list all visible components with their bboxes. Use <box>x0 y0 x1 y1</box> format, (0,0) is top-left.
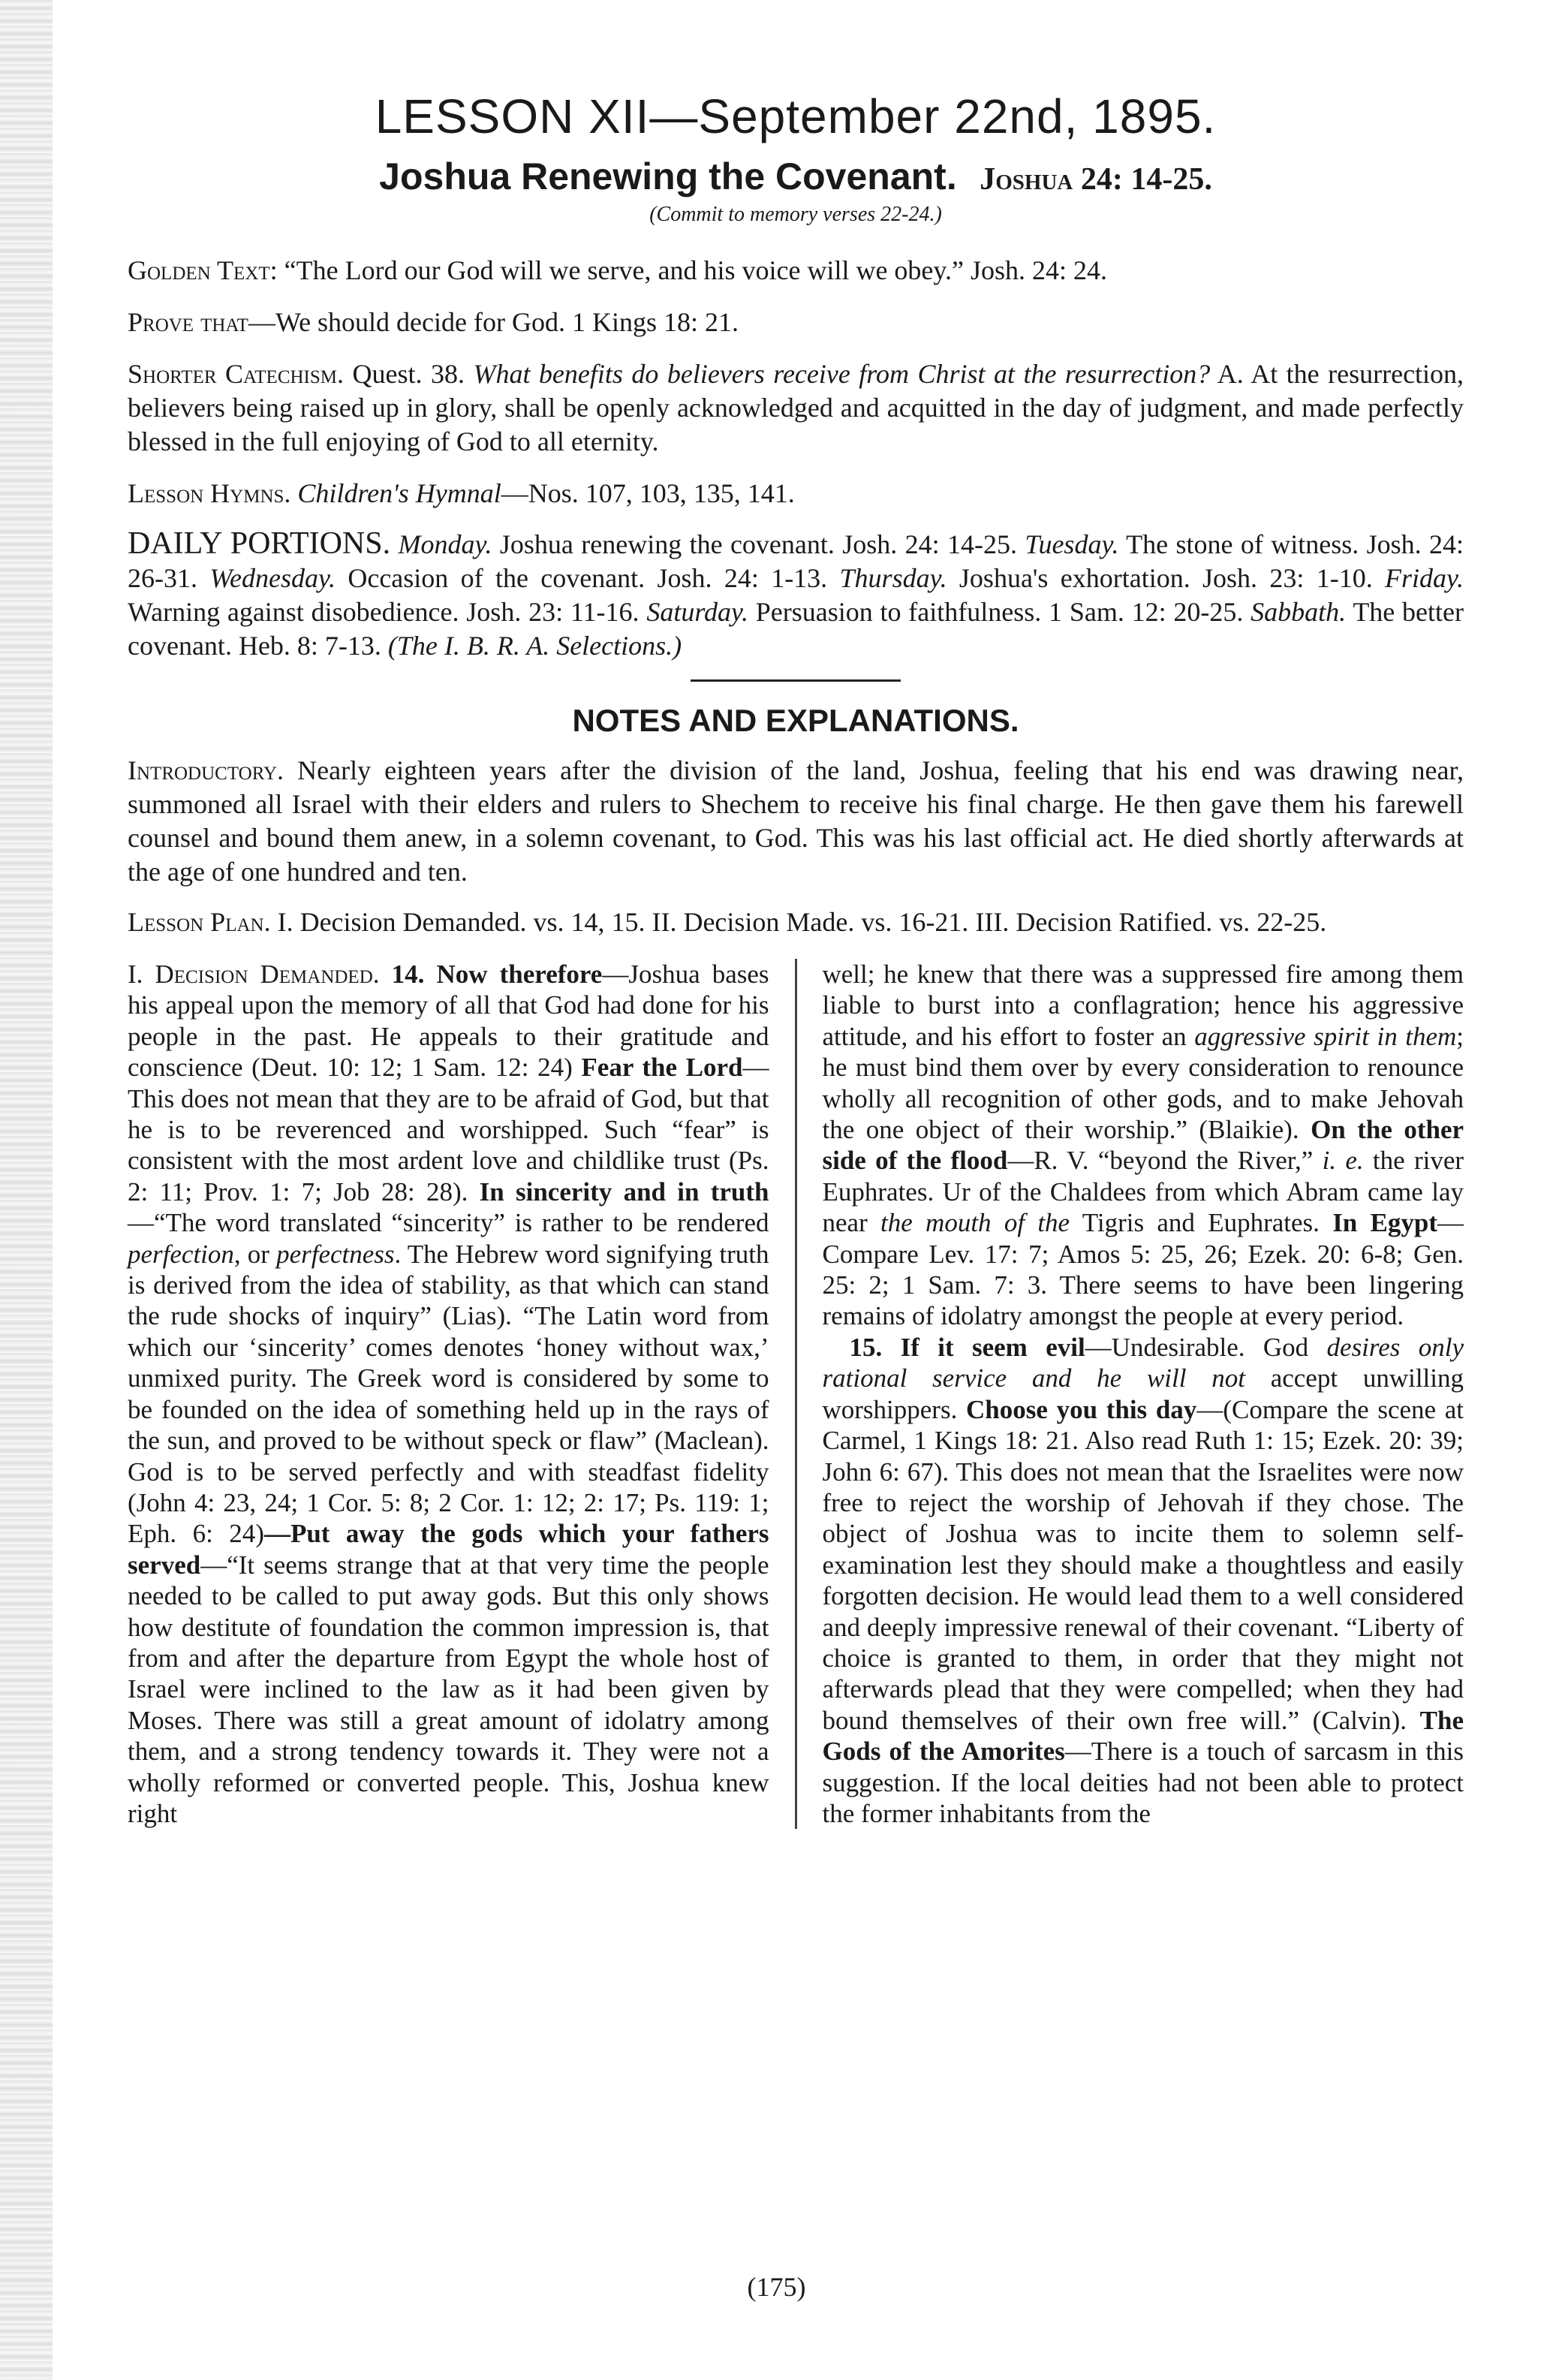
lesson-subtitle-text: Joshua Renewing the Covenant. <box>379 155 957 197</box>
left-para-1: —Joshua bases his appeal upon the memory of all that God had done for his people in the past. He appeals to their gratitude and conscience (Deut. 10: 12; 1 Sam. 12: 24) <box>128 960 769 1083</box>
in-egypt-heading: In Egypt <box>1332 1208 1438 1238</box>
right-column <box>823 959 1464 1829</box>
daily-sabbath-text: The better covenant. Heb. 8: 7-13. <box>128 597 1464 661</box>
catechism-answer: A. At the resurrection, believers being raised up in glory, shall be openly acknowledged and acquitted in the day of judgment, and made perfectly blessed in the full enjoying of God to all eternity. <box>128 359 1464 456</box>
right-para-1-italic: aggressive spirit in them <box>1194 1021 1457 1051</box>
lesson-title: LESSON XII—September 22nd, 1895. <box>375 89 1217 143</box>
lesson-subtitle <box>128 155 1464 198</box>
column-rule <box>795 959 797 1829</box>
daily-wednesday-text: Occasion of the covenant. Josh. 24: 1-13. <box>348 563 828 593</box>
scripture-reference: Joshua 24: 14-25. <box>980 162 1212 197</box>
catechism-label: Shorter Catechism. <box>128 359 345 389</box>
choose-heading: Choose you this day <box>966 1394 1197 1424</box>
left-column <box>128 959 769 1829</box>
daily-friday: Friday. <box>1385 563 1464 593</box>
daily-tuesday: Tuesday. <box>1025 529 1119 559</box>
verse-14-heading: 14. Now therefore <box>391 960 603 989</box>
perfection-word: perfection <box>128 1239 234 1269</box>
left-para-3c: . The Hebrew word signifying truth is derived from the idea of stability, as that which can stand the rude shocks of inquiry” (Lias). “The Latin word from which our ‘sincerity’ comes denotes ‘honey without wax,’ unmixed purity. The Greek word is considered by some to be founded on the idea of something held up in the rays of the sun, and proved to be without speck or flaw” (Maclean). God is to be served perfectly and with steadfast fidelity (John 4: 23, 24; 1 Cor. 5: 8; 2 Cor. 1: 12; 2: 17; Ps. 119: 1; Eph. 6: 24) <box>128 1239 769 1549</box>
right-para-2-italic: the mouth of the <box>880 1208 1070 1238</box>
right-para-1a: well; he knew that there was a suppressed fire among them liable to burst into a conflagration; hence his aggressive attitude, and his effort to foster an <box>822 960 1464 1051</box>
daily-monday: Monday. <box>398 529 492 559</box>
right-para-3: —Compare Lev. 17: 7; Amos 5: 25, 26; Ezek. 20: 6-8; Gen. 25: 2; 1 Sam. 7: 3. There seems to have been lingering remains of idolatry amongst the people at every period. <box>822 1208 1464 1331</box>
golden-text <box>128 254 1464 288</box>
notes-columns <box>128 959 1464 1829</box>
left-para-3b: , or <box>233 1239 277 1269</box>
daily-thursday: Thursday. <box>839 563 947 593</box>
right-para-6: —There is a touch of sarcasm in this suggestion. If the local deities had not been able to protect the former inhabitants from the <box>822 1737 1464 1828</box>
right-para-2a: —R. V. “beyond the River,” <box>1007 1146 1323 1176</box>
lesson-plan-text: I. Decision Demanded. vs. 14, 15. II. Decision Made. vs. 16-21. III. Decision Ratified. vs. 22-25. <box>277 907 1327 937</box>
right-para-1 <box>823 959 1464 1332</box>
right-para-verse-15 <box>823 1332 1464 1830</box>
put-away-heading: —Put away the gods which your fathers served <box>128 1519 769 1580</box>
perfectness-word: perfectness <box>276 1239 395 1269</box>
left-column-text <box>128 959 769 1829</box>
introductory-label: Introductory. <box>128 755 284 785</box>
daily-thursday-text: Joshua's exhortation. Josh. 23: 1-10. <box>959 563 1373 593</box>
hymns-label: Lesson Hymns. <box>128 478 291 508</box>
right-para-5: —(Compare the scene at Carmel, 1 Kings 18: 21. Also read Ruth 1: 15; Ezek. 20: 39; John 6: 67). This does not mean that the Israelites were now free to reject the worship of Jehovah if they chose. The object of Joshua was to incite them to solemn self-examination lest they should make a thoughtless and easily forgotten decision. He would lead them to a well considered and deeply impressive renewal of their covenant. “Liberty of choice is granted to them, in order that they might not afterwards plead that they were compelled; when they had bound themselves of their own free will.” (Calvin). <box>822 1394 1464 1735</box>
section-divider <box>691 679 901 682</box>
right-para-1b: ; he must bind them over by every consideration to renounce wholly all recognition of other gods, and to make Jehovah the one object of their worship.” (Blaikie). <box>822 1021 1464 1145</box>
sincerity-heading: In sincerity and in truth <box>479 1176 769 1207</box>
commit-note: (Commit to memory verses 22-24.) <box>649 203 942 226</box>
right-para-2b: the river Euphrates. Ur of the Chaldees from which Abram came lay near <box>822 1146 1464 1238</box>
daily-friday-text: Warning against disobedience. Josh. 23: 11-16. <box>128 597 640 627</box>
daily-saturday-text: Persuasion to faithfulness. 1 Sam. 12: 20-25. <box>755 597 1244 627</box>
daily-portions-label: DAILY PORTIONS. <box>128 526 391 561</box>
introductory-text: Nearly eighteen years after the division of the land, Joshua, feeling that his end was drawing near, summoned all Israel with their elders and rulers to Shechem to receive his final charge. He then gave them his farewell counsel and bound them anew, in a solemn covenant, to God. This was his last official act. He died shortly afterwards at the age of one hundred and ten. <box>128 755 1464 887</box>
daily-wednesday: Wednesday. <box>209 563 336 593</box>
daily-monday-text: Joshua renewing the covenant. Josh. 24: 14-25. <box>499 529 1018 559</box>
left-para-3a: —“The word translated “sincerity” is rather to be rendered <box>128 1208 769 1238</box>
right-para-2c: Tigris and Euphrates. <box>1070 1208 1320 1238</box>
right-para-2-ie: i. e. <box>1322 1146 1364 1176</box>
prove-that <box>128 306 1464 339</box>
daily-sabbath: Sabbath. <box>1251 597 1347 627</box>
catechism-quest: Quest. 38. <box>352 359 465 389</box>
other-side-heading: On the other side of the flood <box>822 1115 1464 1176</box>
lesson-plan <box>128 905 1464 939</box>
lesson-hymns <box>128 477 1464 511</box>
notes-heading: NOTES AND EXPLANATIONS. <box>572 703 1019 738</box>
verse-15-heading: 15. If it seem evil <box>849 1332 1085 1362</box>
gods-amorites-heading: The Gods of the Amorites <box>822 1705 1464 1767</box>
catechism-question: What benefits do believers receive from Christ at the resurrection? <box>473 359 1211 389</box>
right-para-4-italic: desires only rational service and he will not <box>822 1332 1464 1393</box>
section-label: I. Decision Demanded. <box>128 960 380 989</box>
shorter-catechism <box>128 357 1464 459</box>
page-body <box>128 89 1464 1829</box>
daily-selections: (The I. B. R. A. Selections.) <box>387 631 682 661</box>
golden-text-body: “The Lord our God will we serve, and his voice will we obey.” Josh. 24: 24. <box>284 255 1108 285</box>
golden-text-label: Golden Text: <box>128 255 278 285</box>
hymns-numbers: —Nos. 107, 103, 135, 141. <box>501 478 795 508</box>
scanned-margin-edge <box>0 0 53 2380</box>
right-para-4a: —Undesirable. God <box>1085 1332 1327 1362</box>
left-para-4: —“It seems strange that at that very time the people needed to be called to put away gods. But this only shows how destitute of foundation the common impression is, that from and after the departure from Egypt the whole host of Israel were inclined to the law as it had been given by Moses. There was still a great amount of idolatry among them, and a strong tendency towards it. They were not a wholly reformed or converted people. This, Joshua knew right <box>128 1550 769 1828</box>
prove-that-body: —We should decide for God. 1 Kings 18: 21. <box>248 307 739 337</box>
prove-that-label: Prove that <box>128 307 248 337</box>
daily-portions <box>128 527 1464 663</box>
fear-the-lord-heading: Fear the Lord <box>581 1053 743 1083</box>
left-para-2: —This does not mean that they are to be afraid of God, but that he is to be reverenced and worshipped. Such “fear” is consistent with the most ardent love and childlike trust (Ps. 2: 11; Prov. 1: 7; Job 28: 28). <box>128 1053 769 1207</box>
page-number: (175) <box>747 2272 806 2302</box>
introductory <box>128 754 1464 889</box>
daily-tuesday-text: The stone of witness. Josh. 24: 26-31. <box>128 529 1464 593</box>
daily-saturday: Saturday. <box>646 597 748 627</box>
hymns-book: Children's Hymnal <box>297 478 501 508</box>
lesson-plan-label: Lesson Plan. <box>128 907 271 937</box>
right-para-4b: accept unwilling worshippers. <box>822 1363 1464 1424</box>
